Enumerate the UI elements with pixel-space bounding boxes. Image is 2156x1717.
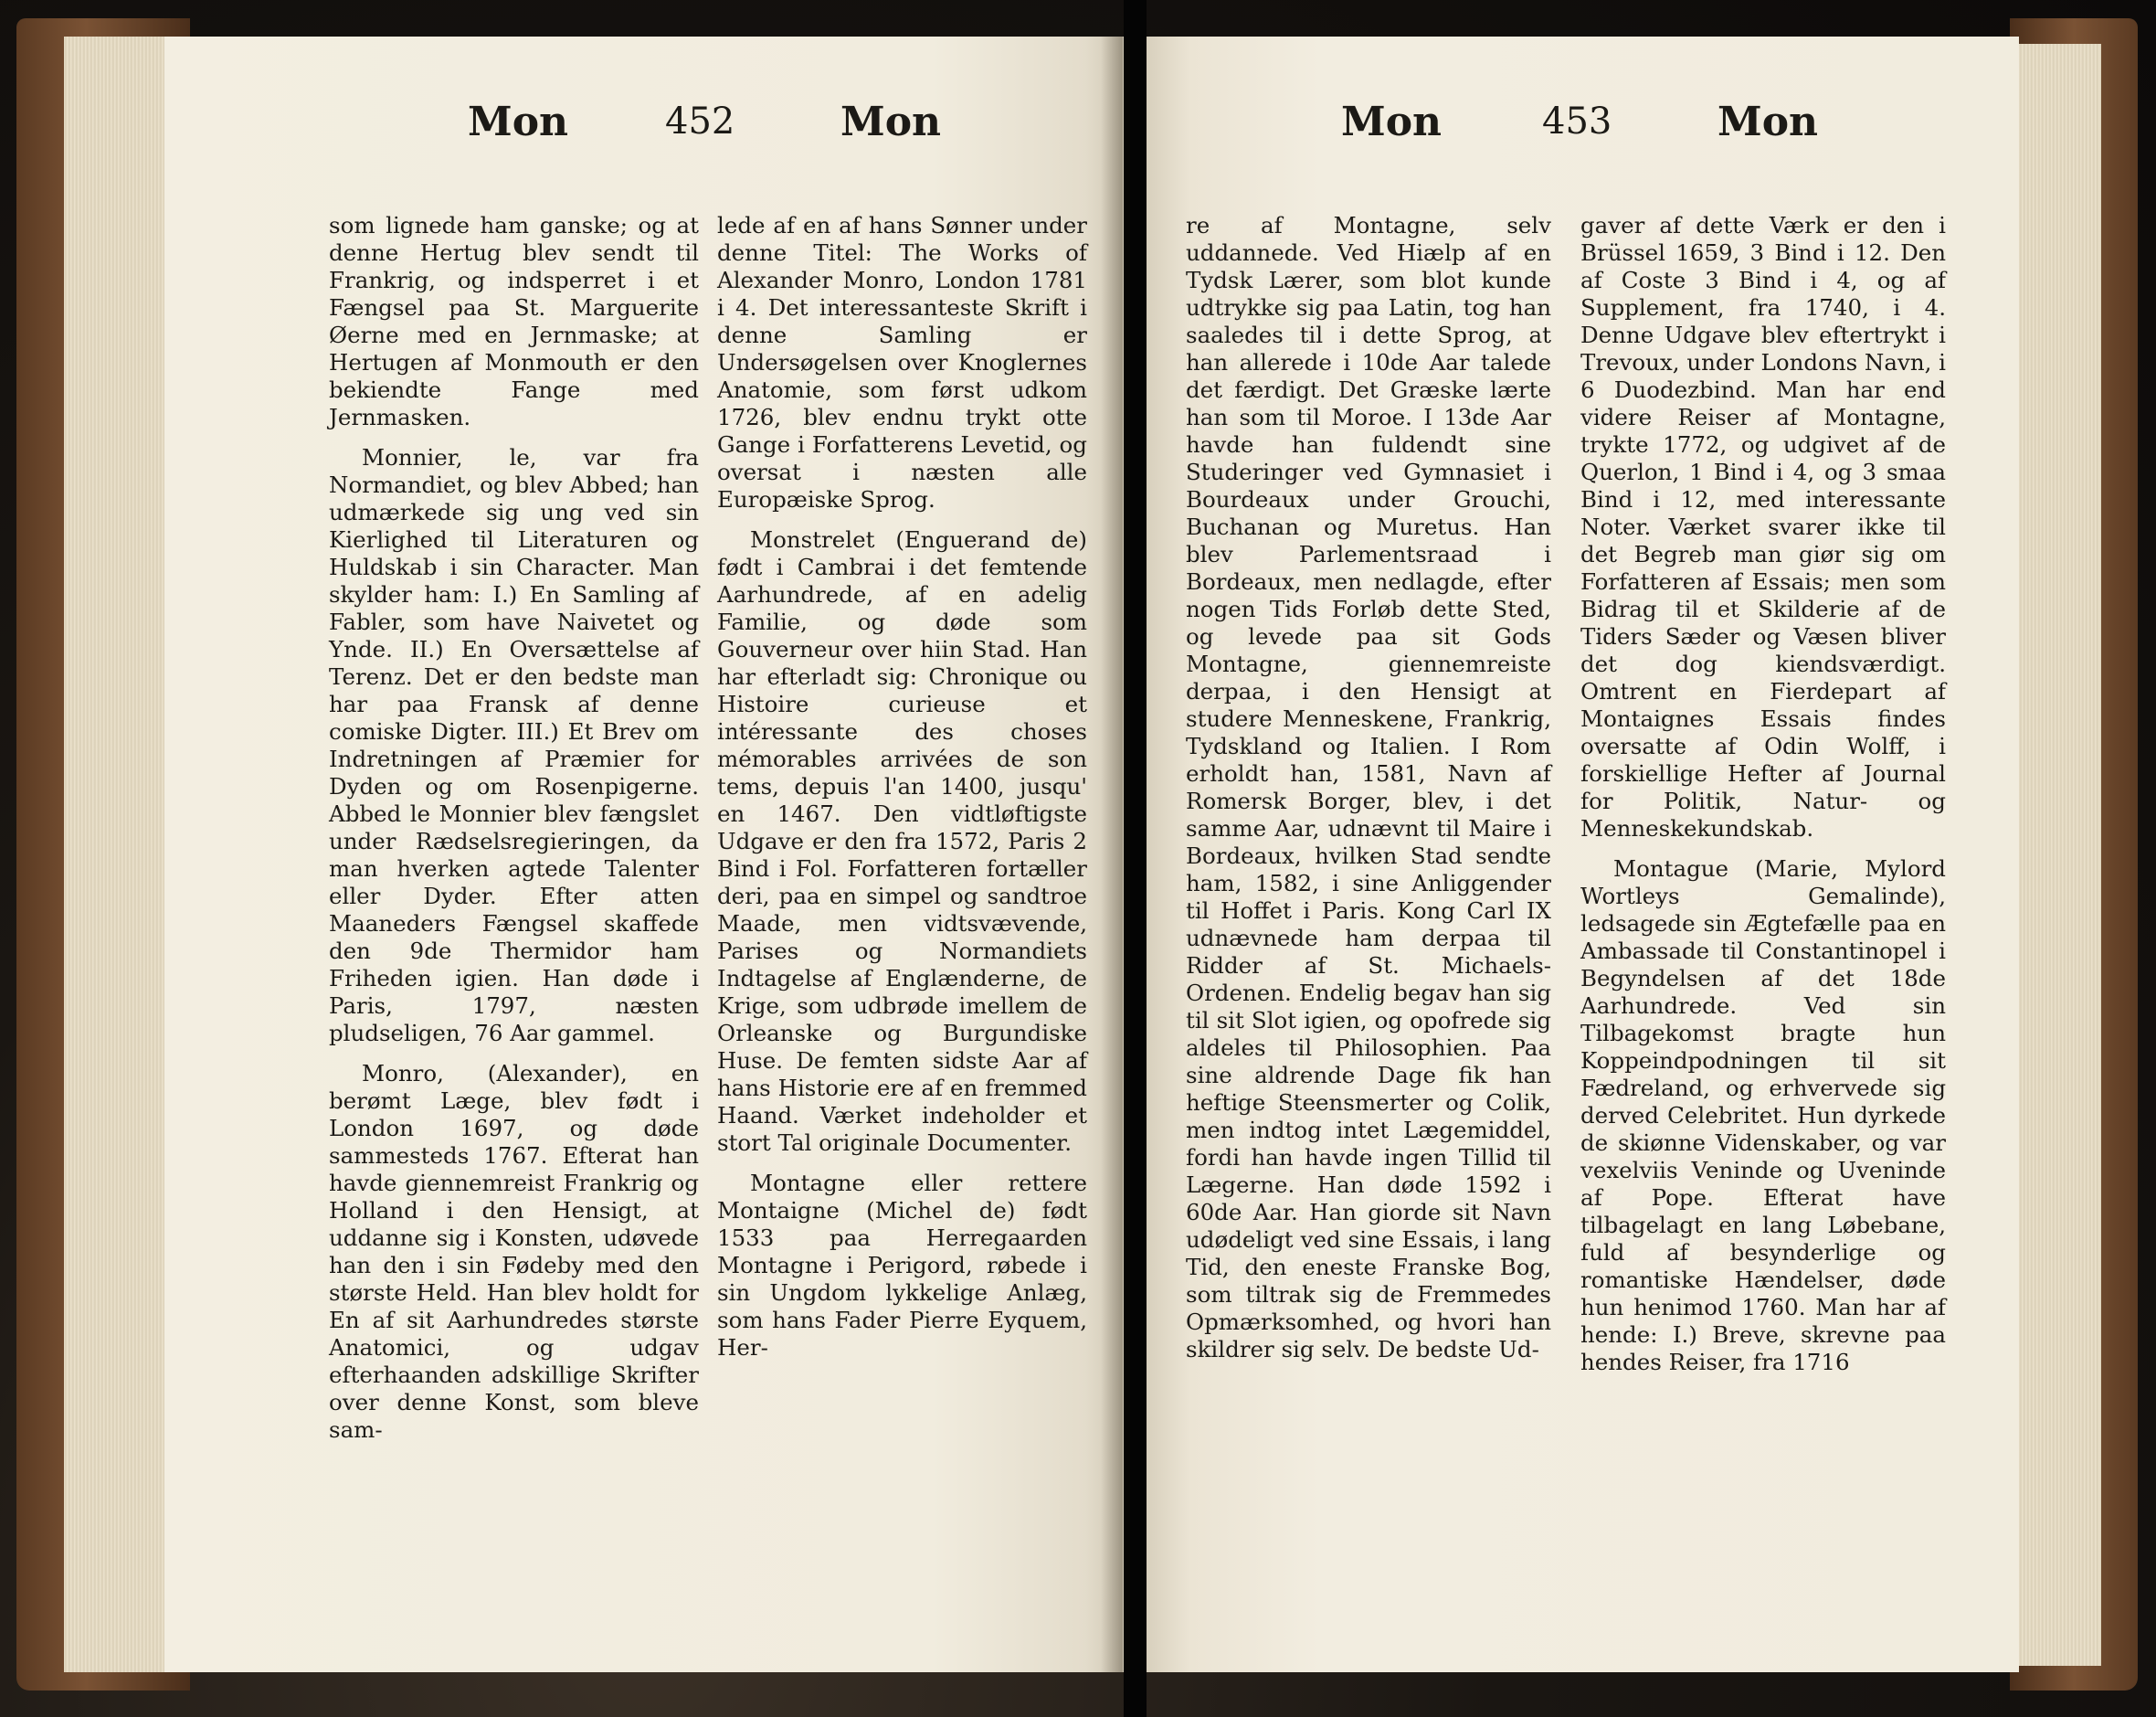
entry-montague: Montague (Marie, Mylord Wortleys Gemalinde), ledsagede sin Ægtefælle paa en Ambassade til Constantinopel i Begyndelsen af det 18de Aarhundrede. Ved sin Tilbagekomst bragte hun Koppeindpodningen til sit Fædreland, og erhvervede sig derved Celebritet. Hun dyrkede de skiønne Videnskaber, og var vexelviis Veninde og Uveninde af Pope. Efterat have tilbagelagt en lang Løbebane, fuld af besynderlige og romantiske Hændelser, døde hun henimod 1760. Man har af hende: I.) Breve, skrevne paa hendes Reiser, fra 1716 [1580,855,1946,1375]
entry-monro: Monro, (Alexander), en berømt Læge, blev født i London 1697, og døde sammesteds 1767. Efterat han havde giennemreist Frankrig og Holland i den Hensigt, at uddanne sig i Konsten, udøvede han den i sin Fødeby med den største Held. Han blev holdt for En af sit Aarhundredes største Anatomici, og udgav efterhaanden adskillige Skrifter over denne Konst, som bleve sam- [329,1060,699,1443]
right-page-column-2 [1580,212,1946,1389]
right-page-column-1 [1186,212,1551,1376]
left-header-word-left: Mon [468,99,569,145]
paragraph: som lignede ham ganske; og at denne Hertug blev sendt til Frankrig, og indsperret i et Fængsel paa St. Marguerite Øerne med en Jernmaske; at Hertugen af Monmouth er den bekiendte Fange med Jernmasken. [329,212,699,430]
paragraph: re af Montagne, selv uddannede. Ved Hiælp af en Tydsk Lærer, som blot kunde udtrykke sig paa Latin, tog han saaledes til i dette Sprog, at han allerede i 10de Aar talede det færdigt. Det Græske lærte han som til Moroe. I 13de Aar havde han fuldendt sine Studeringer ved Gymnasiet i Bourdeaux under Grouchi, Buchanan og Muretus. Han blev Parlementsraad i Bordeaux, men nedlagde, efter nogen Tids Forløb dette Sted, og levede paa sit Gods Montagne, giennemreiste derpaa, i den Hensigt at studere Menneskene, Frankrig, Tydskland og Italien. I Rom erholdt han, 1581, Navn af Romersk Borger, blev, i det samme Aar, udnævnt til Maire i Bordeaux, hvilken Stad sendte ham, 1582, i sine Anliggender til Hoffet i Paris. Kong Carl IX udnævnede ham derpaa til Ridder af St. Michaels-Ordenen. Endelig begav han sig til sit Slot igien, og opofrede sig aldeles til Philosophien. Paa sine aldrende Dage fik han heftige Steensmerter og Colik, men indtog intet Lægemiddel, fordi han havde ingen Tillid til Lægerne. Han døde 1592 i 60de Aar. Han giorde sit Navn udødeligt ved sine Essais, i lang Tid, den eneste Franske Bog, som tiltrak sig de Fremmedes Opmærksomhed, og hvori han skildrer sig selv. De bedste Ud- [1186,212,1551,1362]
paragraph: lede af en af hans Sønner under denne Titel: The Works of Alexander Monro, London 1781 i 4. Det interessanteste Skrift i denne Samling er Undersøgelsen over Knoglernes Anatomie, som først udkom 1726, blev endnu trykt otte Gange i Forfatterens Levetid, og oversat i næsten alle Europæiske Sprog. [717,212,1087,513]
scan-divider [1124,0,1147,1717]
right-page-number: 453 [1542,101,1612,143]
entry-monnier: Monnier, le, var fra Normandiet, og blev Abbed; han udmærkede sig ung ved sin Kierlighed til Literaturen og Huldskab i sin Character. Man skylder ham: I.) En Samling af Fabler, som have Naivetet og Ynde. II.) En Oversættelse af Terenz. Det er den bedste man har paa Fransk af denne comiske Digter. III.) Et Brev om Indretningen af Præmier for Dyden og om Rosenpigerne. Abbed le Monnier blev fængslet under Rædselsregieringen, da man hverken agtede Talenter eller Dyder. Efter atten Maaneders Fængsel skaffede den 9de Thermidor ham Friheden igien. Han døde i Paris, 1797, næsten pludseligen, 76 Aar gammel. [329,444,699,1046]
page-block-right [2019,44,2101,1666]
left-page-column-2 [717,212,1087,1374]
paragraph: gaver af dette Værk er den i Brüssel 1659, 3 Bind i 12. Den af Coste 3 Bind i 4, og af Supplement, fra 1740, i 4. Denne Udgave blev eftertrykt i Trevoux, under Londons Navn, i 6 Duodezbind. Man har end videre Reiser af Montagne, trykte 1772, og udgivet af de Querlon, 1 Bind i 4, og 3 smaa Bind i 12, med interessante Noter. Værket svarer ikke til det Begreb man giør sig om Forfatteren af Essais; men som Bidrag til et Skilderie af de Tiders Sæder og Væsen bliver det dog kiendsværdigt. Omtrent en Fierdepart af Montaignes Essais findes oversatte af Odin Wolff, i forskiellige Hefter af Journal for Politik, Natur- og Menneskekundskab. [1580,212,1947,842]
right-header-word-left: Mon [1341,99,1443,145]
left-header-word-right: Mon [840,99,942,145]
entry-monstrelet: Monstrelet (Enguerand de) født i Cambrai i det femtende Aarhundrede, af en adelig Familie, og døde som Gouverneur over hiin Stad. Han har efterladt sig: Chronique ou Histoire curieuse et intéressante des choses mémorables arrivées de son tems, depuis l'an 1400, jusqu' en 1467. Den vidtløftigste Udgave er den fra 1572, Paris 2 Bind i Fol. Forfatteren fortæller deri, paa en simpel og sandtroe Maade, men vidtsvævende, Parises og Normandiets Indtagelse af Englænderne, de Krige, som udbrøde imellem de Orleanske og Burgundiske Huse. De femten sidste Aar af hans Historie ere af en fremmed Haand. Værket indeholder et stort Tal originale Documenter. [717,526,1087,1156]
left-page-column-1 [329,212,699,1457]
left-page-number: 452 [665,101,735,143]
entry-montagne: Montagne eller rettere Montaigne (Michel de) født 1533 paa Herregaarden Montagne i Perigord, røbede i sin Ungdom lykkelige Anlæg, som hans Fader Pierre Eyquem, Her- [717,1170,1087,1361]
right-header-word-right: Mon [1717,99,1819,145]
gutter-shadow [1101,37,1123,1672]
page-block-left [64,37,174,1672]
